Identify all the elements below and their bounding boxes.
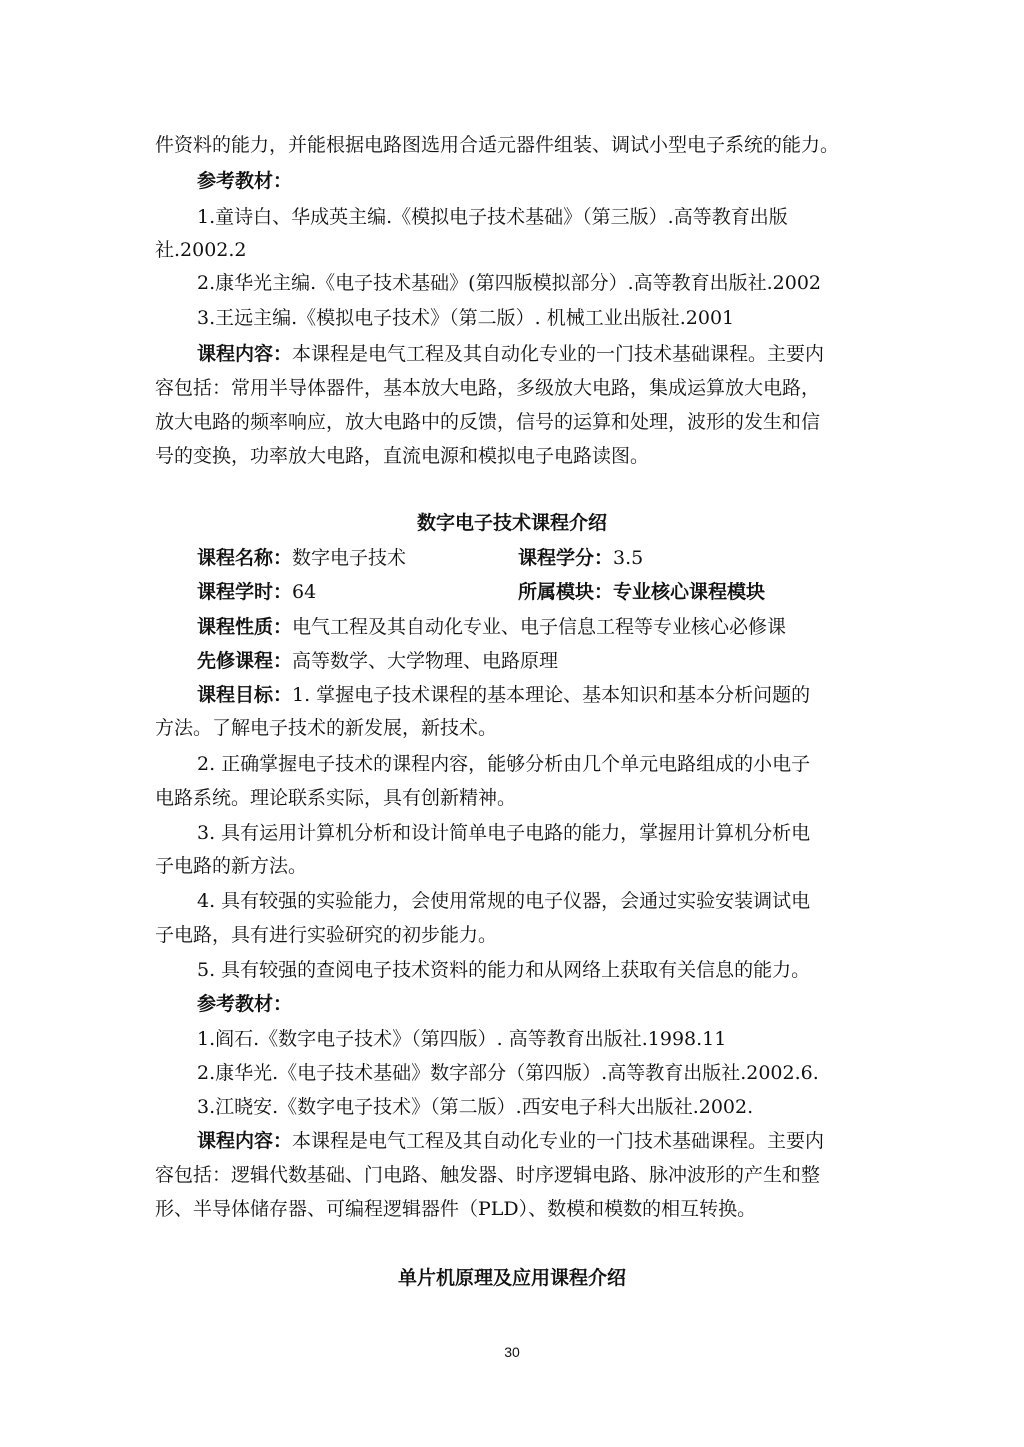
goal-item: 5. 具有较强的查阅电子技术资料的能力和从网络上获取有关信息的能力。 bbox=[197, 959, 811, 981]
reference-item: 2.康华光主编.《电子技术基础》(第四版模拟部分）.高等教育出版社.2002 bbox=[197, 272, 822, 294]
goal-item: 4. 具有较强的实验能力，会使用常规的电子仪器，会通过实验安装调试电 bbox=[197, 890, 811, 912]
section-title: 数字电子技术课程介绍 bbox=[416, 512, 607, 534]
course-credit-label: 课程学分： bbox=[518, 547, 614, 569]
prerequisite-label: 先修课程： bbox=[197, 650, 293, 672]
course-name-value: 数字电子技术 bbox=[292, 547, 407, 569]
paragraph-line: 容包括：逻辑代数基础、门电路、触发器、时序逻辑电路、脉冲波形的产生和整 bbox=[155, 1164, 821, 1186]
section-title: 单片机原理及应用课程介绍 bbox=[397, 1267, 626, 1289]
course-module: 所属模块：专业核心课程模块 bbox=[518, 581, 766, 603]
paragraph-line: 容包括：常用半导体器件，基本放大电路，多级放大电路，集成运算放大电路， bbox=[155, 377, 821, 399]
course-name-row bbox=[197, 546, 406, 570]
prerequisite-value: 高等数学、大学物理、电路原理 bbox=[292, 650, 559, 672]
paragraph-line: 号的变换，功率放大电路，直流电源和模拟电子电路读图。 bbox=[155, 445, 650, 467]
paragraph-line: 子电路，具有进行实验研究的初步能力。 bbox=[155, 924, 498, 946]
course-goal-row bbox=[197, 683, 810, 707]
course-credit-row bbox=[518, 546, 643, 570]
paragraph-line: 件资料的能力，并能根据电路图选用合适元器件组装、调试小型电子系统的能力。 bbox=[155, 134, 840, 156]
reference-item: 1.童诗白、华成英主编.《模拟电子技术基础》（第三版）.高等教育出版 bbox=[197, 206, 788, 228]
references-heading: 参考教材： bbox=[197, 170, 293, 192]
course-content-label: 课程内容： bbox=[197, 1130, 293, 1152]
reference-item: 2.康华光.《电子技术基础》数字部分（第四版）.高等教育出版社.2002.6. bbox=[197, 1062, 819, 1084]
references-heading: 参考教材： bbox=[197, 993, 293, 1015]
page-number: 30 bbox=[504, 1344, 520, 1360]
course-content-text: 本课程是电气工程及其自动化专业的一门技术基础课程。主要内 bbox=[292, 343, 825, 365]
paragraph-line: 形、半导体储存器、可编程逻辑器件（PLD）、数模和模数的相互转换。 bbox=[155, 1198, 757, 1220]
reference-item: 3.江晓安.《数字电子技术》（第二版）.西安电子科大出版社.2002. bbox=[197, 1096, 754, 1118]
reference-item-cont: 社.2002.2 bbox=[155, 239, 247, 261]
course-hours-label: 课程学时： bbox=[197, 581, 293, 603]
course-nature-row bbox=[197, 615, 786, 639]
course-content-label: 课程内容： bbox=[197, 343, 293, 365]
course-hours-row bbox=[197, 580, 316, 604]
course-content-line bbox=[197, 342, 824, 366]
course-goal-text: 1. 掌握电子技术课程的基本理论、基本知识和基本分析问题的 bbox=[292, 684, 811, 706]
paragraph-line: 放大电路的频率响应，放大电路中的反馈，信号的运算和处理，波形的发生和信 bbox=[155, 411, 821, 433]
course-name-label: 课程名称： bbox=[197, 547, 293, 569]
paragraph-line: 电路系统。理论联系实际，具有创新精神。 bbox=[155, 787, 517, 809]
course-goal-label: 课程目标： bbox=[197, 684, 293, 706]
paragraph-line: 子电路的新方法。 bbox=[155, 855, 308, 877]
course-hours-value: 64 bbox=[292, 581, 317, 603]
course-nature-label: 课程性质： bbox=[197, 616, 293, 638]
reference-item: 3.王远主编.《模拟电子技术》（第二版）. 机械工业出版社.2001 bbox=[197, 307, 735, 329]
course-content-text: 本课程是电气工程及其自动化专业的一门技术基础课程。主要内 bbox=[292, 1130, 825, 1152]
course-nature-value: 电气工程及其自动化专业、电子信息工程等专业核心必修课 bbox=[292, 616, 787, 638]
paragraph-line: 方法。了解电子技术的新发展，新技术。 bbox=[155, 717, 498, 739]
goal-item: 2. 正确掌握电子技术的课程内容，能够分析由几个单元电路组成的小电子 bbox=[197, 753, 811, 775]
reference-item: 1.阎石.《数字电子技术》（第四版）. 高等教育出版社.1998.11 bbox=[197, 1028, 727, 1050]
course-content-line bbox=[197, 1129, 824, 1153]
course-credit-value: 3.5 bbox=[613, 547, 644, 569]
goal-item: 3. 具有运用计算机分析和设计简单电子电路的能力，掌握用计算机分析电 bbox=[197, 822, 811, 844]
prerequisite-row bbox=[197, 649, 558, 673]
